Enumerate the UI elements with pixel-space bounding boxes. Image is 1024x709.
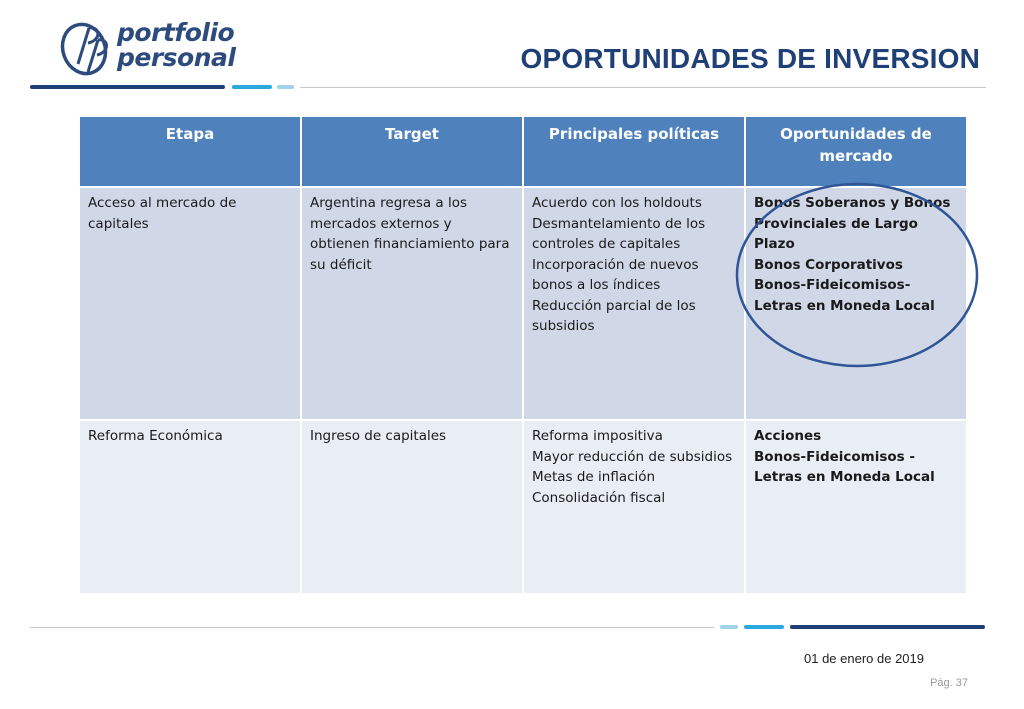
policy-item: Metas de inflación (532, 469, 656, 485)
logo-word-2: personal (117, 43, 236, 72)
cell-target (301, 420, 523, 594)
cell-etapa (79, 187, 301, 420)
page-title: OPORTUNIDADES DE INVERSION (520, 43, 980, 74)
header-divider (300, 87, 986, 88)
header-bar-light (277, 85, 294, 89)
cell-text: Reforma Económica (88, 428, 223, 444)
policy-item: Incorporación de nuevos bonos a los índices (532, 256, 699, 293)
policy-item: Reducción parcial de los subsidios (532, 297, 696, 334)
cell-text: Ingreso de capitales (310, 428, 447, 444)
opportunity-item: Bonos Soberanos y Bonos Provinciales de Largo Plazo (754, 195, 951, 252)
header-bar-navy (30, 85, 225, 89)
policy-item: Consolidación fiscal (532, 489, 666, 506)
table-row (79, 420, 967, 594)
footer-bar-light (720, 625, 738, 629)
header-bar-cyan (232, 85, 272, 89)
investment-table (78, 115, 968, 595)
footer-divider (30, 627, 714, 628)
cell-politicas (523, 187, 745, 420)
footer-date: 01 de enero de 2019 (804, 651, 924, 666)
logo-word-1: portfolio (117, 18, 235, 47)
table-header-row (79, 116, 967, 187)
policy-item: Desmantelamiento de los controles de capitales (532, 215, 706, 252)
cell-politicas (523, 420, 745, 594)
table-row (79, 187, 967, 420)
page-number: Pág. 37 (930, 677, 968, 689)
opportunity-item: Acciones (754, 428, 822, 444)
cell-text: Argentina regresa a los mercados externos y obtienen financiamiento para su déficit (310, 195, 510, 273)
cell-text: Acceso al mercado de capitales (88, 195, 237, 232)
footer-bar-navy (790, 625, 985, 629)
header-oportunidades: Oportunidades de mercado (745, 116, 967, 187)
opportunity-item: Bonos-Fideicomisos-Letras en Moneda Local (754, 277, 935, 314)
cell-etapa (79, 420, 301, 594)
policy-item: Acuerdo con los holdouts (532, 195, 702, 211)
cell-oportunidades (745, 187, 967, 420)
pp-monogram-icon (58, 16, 114, 78)
cell-oportunidades (745, 420, 967, 594)
footer-bar-cyan (744, 625, 784, 629)
policy-item: Reforma impositiva (532, 428, 663, 444)
header-politicas: Principales políticas (523, 116, 745, 187)
opportunity-item: Bonos Corporativos (754, 256, 903, 273)
cell-target (301, 187, 523, 420)
portfolio-personal-logo (58, 16, 236, 80)
header-etapa: Etapa (79, 116, 301, 187)
opportunity-item: Bonos-Fideicomisos -Letras en Moneda Local (754, 448, 935, 485)
header-target: Target (301, 116, 523, 187)
policy-item: Mayor reducción de subsidios (532, 448, 733, 465)
logo-wordmark (117, 20, 235, 70)
